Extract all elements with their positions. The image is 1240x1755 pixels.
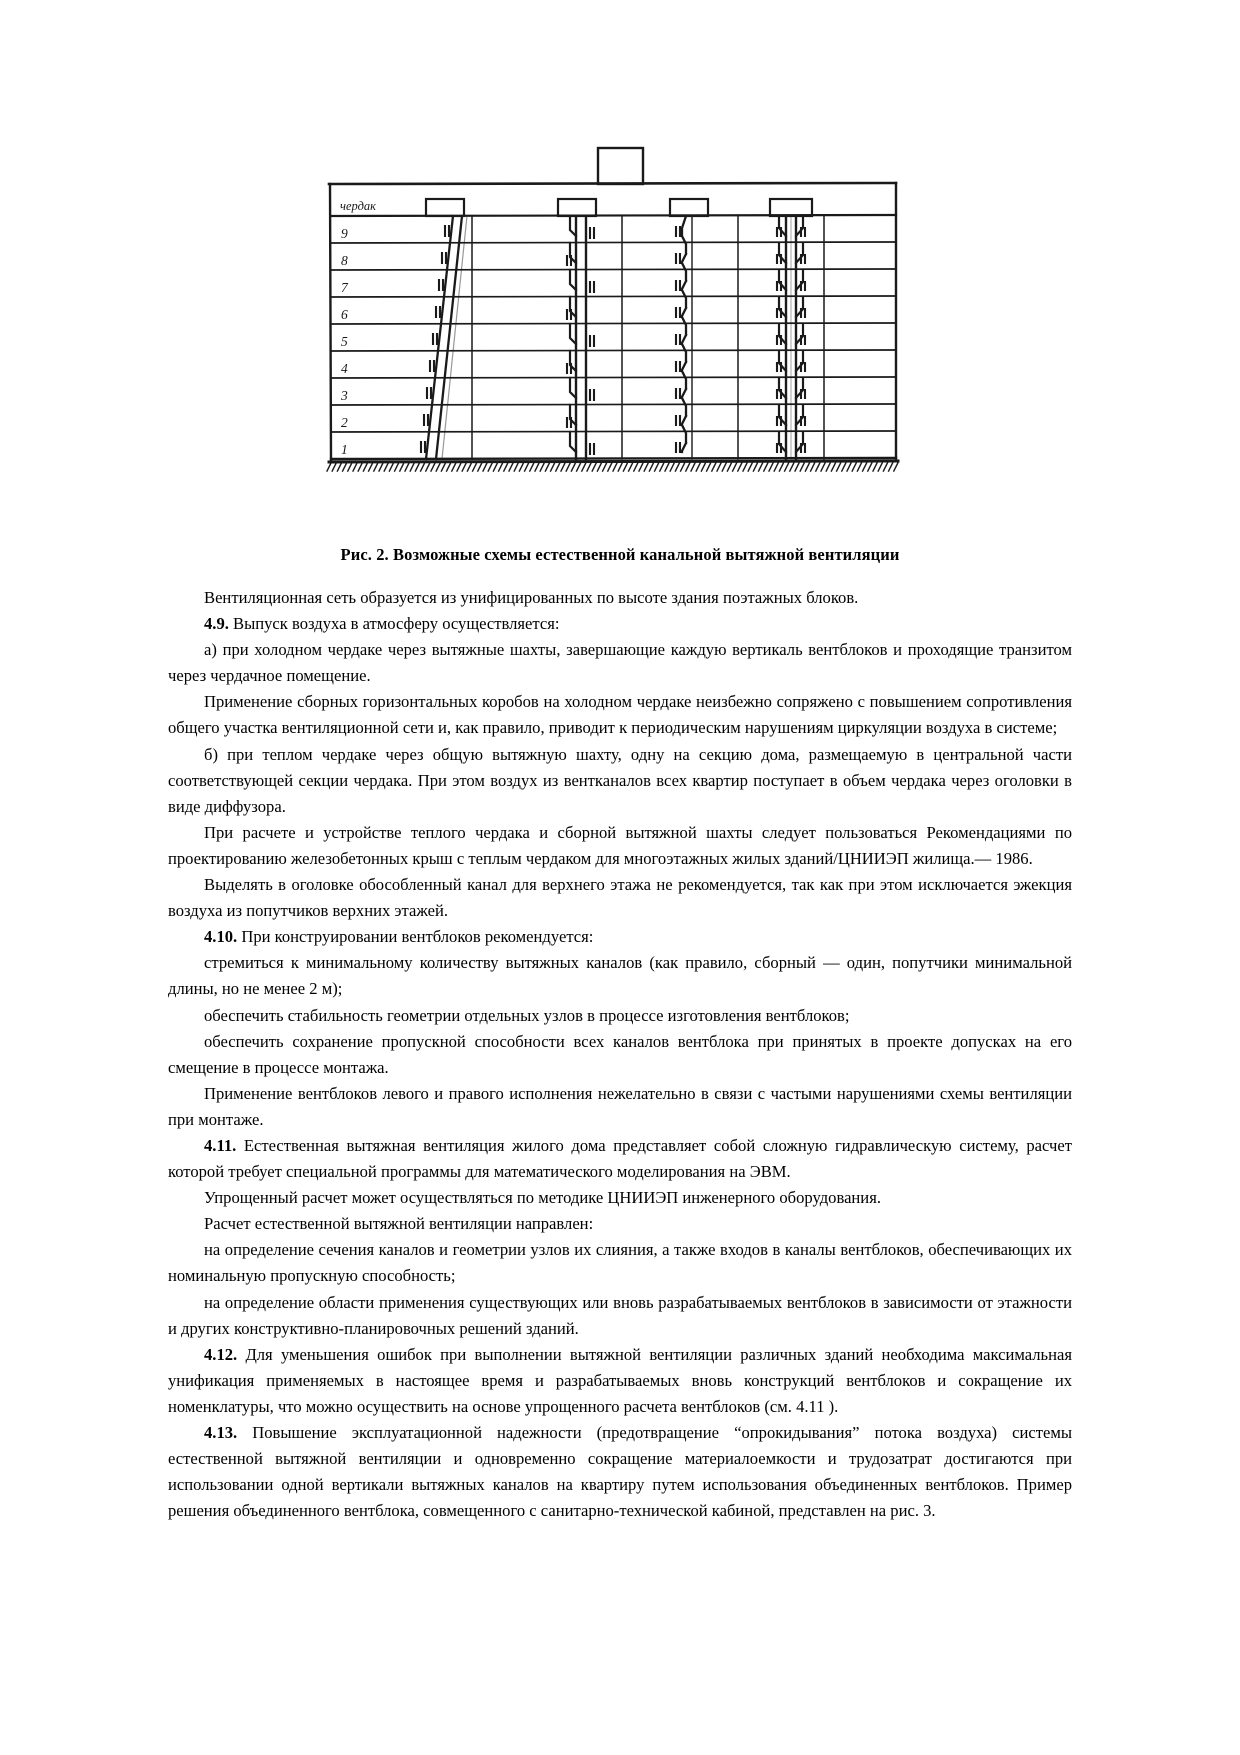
paragraph-text: Естественная вытяжная вентиляция жилого дома представляет собой сложную гидравлическую систему, расчет которой требует специальной программы для математического моделирования на ЭВМ. [168, 1135, 1072, 1182]
paragraph-text: Повышение эксплуатационной надежности (предотвращение “опрокидывания” потока воздуха) системы естественной вытяжной вентиляции и одновременно сокращение материалоемкости и трудозатрат достигаются при использовании одной вертикали вытяжных каналов на квартиру путем использования объединенных вентблоков. Пример решения объединенного вентблока, совмещенного с санитарно-технической кабиной, представлен на рис. 3. [168, 1423, 1072, 1521]
ground-hatching [327, 461, 898, 471]
paragraph-text: Применение вентблоков левого и правого исполнения нежелательно в связи с частыми нарушениями схемы вентиляции при монтаже. [168, 1083, 1072, 1129]
paragraph [168, 1237, 1072, 1289]
figure-floor-label: 4 [341, 361, 348, 376]
paragraph [168, 950, 1072, 1002]
paragraph [168, 1081, 1072, 1133]
paragraph-text: Выделять в оголовке обособленный канал для верхнего этажа не рекомендуется, так как при этом исключается эжекция воздуха из попутчиков верхних этажей. [168, 875, 1072, 921]
paragraph-text: Вентиляционная сеть образуется из унифицированных по высоте здания поэтажных блоков. [204, 588, 859, 607]
scheme-collector-with-satellites [670, 199, 708, 459]
paragraph-text: При расчете и устройстве теплого чердака и сборной вытяжной шахты следует пользоваться Рекомендациями по проектированию железобетонных крыш с теплым чердаком для многоэтажных жилых зданий/ЦНИИЭП жилища.— 1986. [168, 822, 1072, 868]
paragraph [168, 742, 1072, 820]
figure-floor-label: 6 [341, 307, 348, 322]
paragraph [168, 611, 1072, 637]
scheme-symmetric-combined-block [770, 199, 812, 459]
document-body [168, 585, 1072, 1524]
paragraph [168, 1342, 1072, 1420]
ventilation-diagram-svg [320, 132, 920, 472]
figure-caption: Рис. 2. Возможные схемы естественной канальной вытяжной вентиляции [340, 545, 900, 564]
figure-2-ventilation-schemes [0, 132, 1240, 472]
figure-floor-label: 9 [341, 226, 348, 241]
paragraph [168, 820, 1072, 872]
paragraph [168, 1133, 1072, 1185]
paragraph-text: При конструировании вентблоков рекомендуется: [237, 927, 594, 947]
paragraph [168, 1185, 1072, 1211]
paragraph [168, 689, 1072, 741]
paragraph [168, 1029, 1072, 1081]
paragraph-text: Для уменьшения ошибок при выполнении вытяжной вентиляции различных зданий необходима максимальная унификация применяемых в настоящее время и разрабатываемых вновь конструкций вентблоков и сокращение их номенклатуры, что можно осуществить на основе упрощенного расчета вентблоков (см. 4.11 ). [168, 1344, 1072, 1416]
scheme-inclined-collector [421, 199, 467, 459]
paragraph [168, 1003, 1072, 1029]
paragraph [168, 1211, 1072, 1237]
paragraph-text: б) при теплом чердаке через общую вытяжную шахту, одну на секцию дома, размещаемую в центральной части соответствующей секции чердака. При этом воздух из вентканалов всех квартир поступает в объем чердака через оголовки в виде диффузора. [168, 744, 1072, 816]
figure-floor-label: 1 [341, 442, 348, 457]
roof-exhaust-shaft [598, 148, 643, 184]
figure-floor-label: 3 [341, 388, 348, 403]
figure-floor-label: 8 [341, 253, 348, 268]
clause-number: 4.13. [204, 1423, 238, 1442]
paragraph-text: стремиться к минимальному количеству вытяжных каналов (как правило, сборный — один, попутчики минимальной длины, но не менее 2 м); [168, 953, 1072, 999]
paragraph-text: обеспечить сохранение пропускной способности всех каналов вентблока при принятых в проекте допусках на его смещение в процессе монтажа. [168, 1031, 1072, 1077]
paragraph [168, 585, 1072, 611]
paragraph-text: на определение области применения существующих или вновь разрабатываемых вентблоков в зависимости от этажности и других конструктивно-планировочных решений зданий. [168, 1292, 1072, 1338]
paragraph-text: на определение сечения каналов и геометрии узлов их слияния, а также входов в каналы вентблоков, обеспечивающих их номинальную пропускную способность; [168, 1240, 1072, 1286]
paragraph-text: Применение сборных горизонтальных коробов на холодном чердаке неизбежно сопряжено с повышением сопротивления общего участка вентиляционной сети и, как правило, приводит к периодическим нарушениям циркуляции воздуха в системе; [168, 692, 1072, 738]
paragraph-text: а) при холодном чердаке через вытяжные шахты, завершающие каждую вертикаль вентблоков и проходящие транзитом через чердачное помещение. [168, 640, 1072, 686]
paragraph [168, 1420, 1072, 1524]
paragraph-text: обеспечить стабильность геометрии отдельных узлов в процессе изготовления вентблоков; [204, 1005, 850, 1025]
figure-floor-label: 7 [341, 280, 348, 295]
paragraph [168, 872, 1072, 924]
clause-number: 4.10. [204, 927, 238, 947]
figure-floor-labels [340, 199, 376, 457]
figure-floor-label: 5 [341, 334, 348, 349]
paragraph [168, 637, 1072, 689]
paragraph-text: Выпуск воздуха в атмосферу осуществляется: [228, 614, 560, 634]
clause-number: 4.9. [204, 614, 229, 634]
clause-number: 4.11. [204, 1135, 237, 1155]
figure-attic-label: чердак [340, 199, 377, 213]
paragraph-text: Упрощенный расчет может осуществляться по методике ЦНИИЭП инженерного оборудования. [204, 1188, 881, 1208]
figure-floor-label: 2 [341, 415, 348, 430]
paragraph [168, 1290, 1072, 1342]
scheme-single-collector-left-inlets [558, 199, 596, 459]
clause-number: 4.12. [204, 1344, 238, 1364]
paragraph-text: Расчет естественной вытяжной вентиляции направлен: [204, 1214, 594, 1234]
paragraph [168, 924, 1072, 950]
